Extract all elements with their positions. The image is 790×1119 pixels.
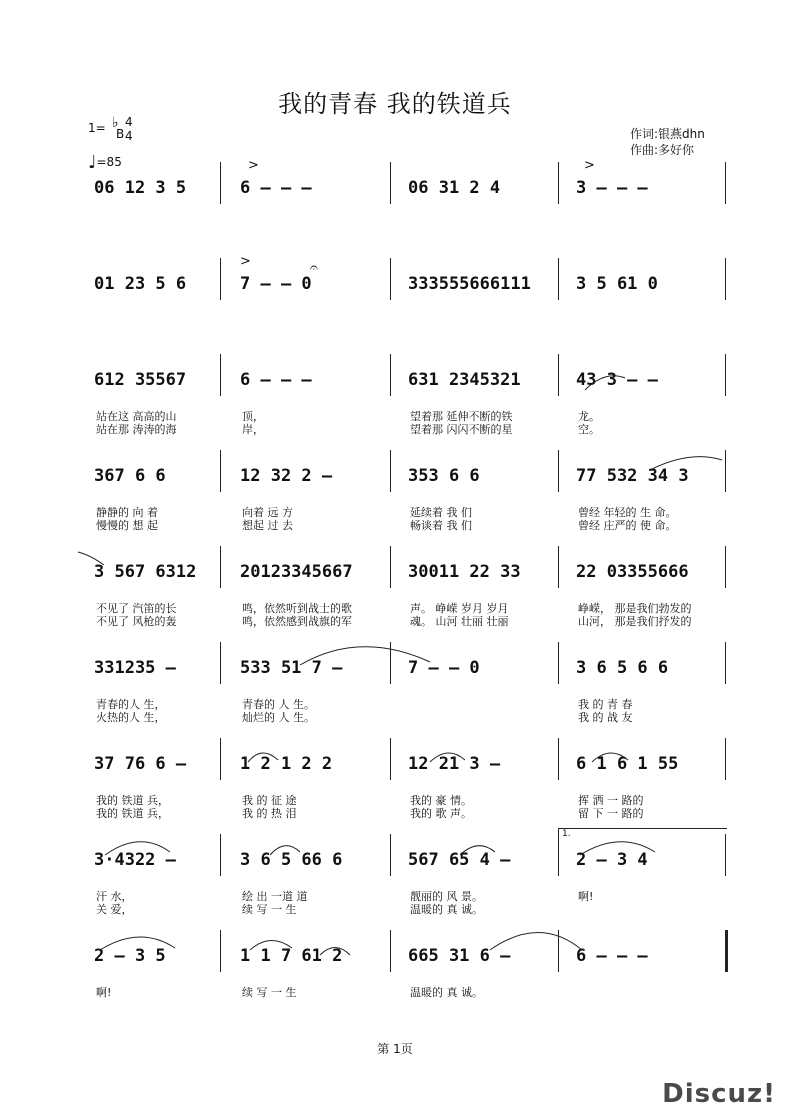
barline [390, 354, 391, 396]
barline-end [725, 930, 728, 972]
barline [220, 738, 221, 780]
barline [220, 546, 221, 588]
key-signature [88, 115, 133, 143]
key-prefix: 1= [88, 121, 106, 135]
lyric-line: 绘 出 一道 道 [242, 890, 308, 903]
measure: 6 – – – [240, 178, 312, 198]
barline [390, 546, 391, 588]
lyric-line: 畅谈着 我 们 [410, 519, 472, 532]
lyricist: 作词:银燕dhn [630, 127, 705, 141]
lyric-line: 温暖的 真 诚。 [410, 986, 483, 999]
measure: 2 – 3 4 [576, 850, 648, 870]
score-system [88, 754, 728, 854]
barline [558, 450, 559, 492]
score-system [88, 946, 728, 1046]
lyric-line: 我的 歌 声。 [410, 807, 472, 820]
lyric-line: 我 的 征 途 [242, 794, 297, 807]
lyric-line: 挥 洒 一 路的 [578, 794, 644, 807]
barline [220, 930, 221, 972]
measure: 3 5 61 0 [576, 274, 658, 294]
accent-mark: > [240, 254, 251, 269]
notes-row [88, 946, 728, 972]
lyric-line: 想起 过 去 [242, 519, 293, 532]
measure: 612 35567 [94, 370, 187, 390]
measure: 37 76 6 – [94, 754, 187, 774]
barline-end [725, 546, 726, 588]
lyric-line: 站在这 高高的山 [96, 410, 177, 423]
barline [558, 738, 559, 780]
measure: 7 – – 0 [408, 658, 480, 678]
notes-row [88, 754, 728, 780]
notes-row [88, 562, 728, 588]
lyric-line: 延续着 我 们 [410, 506, 472, 519]
lyric-line: 我 的 战 友 [578, 711, 633, 724]
measure: 20123345667 [240, 562, 353, 582]
barline-end [725, 162, 726, 204]
barline-end [725, 258, 726, 300]
measure: 06 12 3 5 [94, 178, 187, 198]
measure: 353 6 6 [408, 466, 480, 486]
time-top: 4 [125, 115, 133, 129]
lyric-line: 青春的 人 生。 [242, 698, 315, 711]
measure: 1 1 7 61 2 [240, 946, 343, 966]
barline [390, 450, 391, 492]
barline [558, 258, 559, 300]
time-signature [125, 115, 133, 143]
barline [558, 162, 559, 204]
lyric-line: 鸣，依然感到战旗的军 [242, 615, 352, 628]
measure: 367 6 6 [94, 466, 166, 486]
measure: 22 03355666 [576, 562, 689, 582]
lyric-line: 我的 豪 情。 [410, 794, 472, 807]
lyric-line: 望着那 闪闪不断的星 [410, 423, 513, 436]
key-note: B [116, 127, 125, 141]
measure: 12 21 3 – [408, 754, 501, 774]
lyric-line: 靓丽的 风 景。 [410, 890, 483, 903]
measure: 3 6 5 6 6 [576, 658, 669, 678]
barline [558, 834, 559, 876]
lyric-line: 温暖的 真 诚。 [410, 903, 483, 916]
measure: 2 – 3 5 [94, 946, 166, 966]
lyric-line: 魂。 山河 壮丽 壮丽 [410, 615, 509, 628]
measure: 665 31 6 – [408, 946, 511, 966]
measure: 6 1 6 1 55 [576, 754, 679, 774]
measure: 6 – – – [240, 370, 312, 390]
lyric-line: 曾经 庄严的 使 命。 [578, 519, 677, 532]
accent-mark: > [248, 158, 259, 173]
score-system [88, 829, 728, 950]
measure: 7 – – 0 [240, 274, 312, 294]
lyric-line: 汗 水， [96, 890, 133, 903]
lyric-line: 山河， 那是我们抒发的 [578, 615, 692, 628]
measure: 3 6 5 66 6 [240, 850, 343, 870]
measure: 3 567 6312 [94, 562, 197, 582]
barline [220, 642, 221, 684]
lyric-line: 青春的人 生， [96, 698, 166, 711]
volta-bracket: 1. [558, 828, 727, 839]
measure: 631 2345321 [408, 370, 521, 390]
barline [558, 642, 559, 684]
lyric-line: 峥嵘， 那是我们勃发的 [578, 602, 692, 615]
watermark-logo: Discuz! [662, 1079, 776, 1109]
measure: 01 23 5 6 [94, 274, 187, 294]
measure: 3·4322 – [94, 850, 176, 870]
measure: 331235 – [94, 658, 176, 678]
tempo-value: =85 [96, 155, 122, 169]
measure: 30011 22 33 [408, 562, 521, 582]
measure: 12 32 2 – [240, 466, 333, 486]
barline [558, 546, 559, 588]
measure: 1 2 1 2 2 [240, 754, 333, 774]
lyric-line: 我 的 热 泪 [242, 807, 297, 820]
lyric-line: 鸣，依然听到战士的歌 [242, 602, 352, 615]
barline [220, 258, 221, 300]
measure: 3 – – – [576, 178, 648, 198]
score-system [88, 658, 728, 758]
measure: 6 – – – [576, 946, 648, 966]
barline-end [725, 450, 726, 492]
measure: 333555666111 [408, 274, 531, 294]
lyric-line: 岸， [242, 423, 264, 436]
barline [220, 450, 221, 492]
lyric-line: 不见了 风枪的轰 [96, 615, 177, 628]
lyric-line: 啊! [578, 890, 594, 903]
barline-end [725, 834, 726, 876]
barline [390, 642, 391, 684]
score-system [88, 466, 728, 566]
credits [630, 126, 705, 158]
notes-row [88, 850, 728, 876]
lyric-line: 望着那 延伸不断的铁 [410, 410, 513, 423]
lyric-line: 我的 铁道 兵， [96, 807, 169, 820]
lyric-line: 曾经 年轻的 生 命。 [578, 506, 677, 519]
tempo-mark [88, 150, 122, 171]
barline [390, 930, 391, 972]
score-system [88, 370, 728, 470]
barline [390, 834, 391, 876]
notes-row [88, 370, 728, 396]
composer: 作曲:多好你 [630, 143, 695, 157]
lyric-line: 续 写 一 生 [242, 903, 297, 916]
notes-row [88, 658, 728, 684]
barline [220, 354, 221, 396]
lyric-line: 灿烂的 人 生。 [242, 711, 315, 724]
quarter-note-icon: ♩ [88, 152, 97, 173]
lyric-line: 火热的人 生， [96, 711, 166, 724]
song-title: 我的青春 我的铁道兵 [278, 90, 512, 118]
lyric-line: 我 的 青 春 [578, 698, 633, 711]
time-bottom: 4 [125, 129, 133, 143]
barline [390, 258, 391, 300]
lyric-line: 我的 铁道 兵， [96, 794, 169, 807]
barline-end [725, 642, 726, 684]
lyric-line: 慢慢的 想 起 [96, 519, 158, 532]
barline [220, 834, 221, 876]
barline [390, 162, 391, 204]
fermata-icon: 𝄐 [310, 260, 318, 276]
lyric-line: 向着 远 方 [242, 506, 293, 519]
barline [220, 162, 221, 204]
notes-row [88, 274, 728, 300]
barline [558, 930, 559, 972]
measure: 533 51 7 – [240, 658, 343, 678]
lyric-line: 龙。 [578, 410, 600, 423]
notes-row [88, 466, 728, 492]
lyric-line: 空。 [578, 423, 600, 436]
lyric-line: 声。 峥嵘 岁月 岁月 [410, 602, 509, 615]
lyric-line: 静静的 向 着 [96, 506, 158, 519]
measure: 43 3 – – [576, 370, 658, 390]
lyric-line: 站在那 涛涛的海 [96, 423, 177, 436]
notes-row [88, 178, 728, 204]
measure: 77 532 34 3 [576, 466, 689, 486]
barline [390, 738, 391, 780]
lyric-line: 不见了 汽笛的长 [96, 602, 177, 615]
measure: 06 31 2 4 [408, 178, 501, 198]
lyric-line: 关 爱， [96, 903, 133, 916]
lyric-line: 啊! [96, 986, 112, 999]
score-system [88, 562, 728, 662]
flat-symbol: ♭ [112, 115, 119, 131]
score-system [88, 254, 728, 374]
measure: 567 65 4 – [408, 850, 511, 870]
lyric-line: 留 下 一 路的 [578, 807, 644, 820]
lyric-line: 顶， [242, 410, 264, 423]
barline [558, 354, 559, 396]
barline-end [725, 354, 726, 396]
lyric-line: 续 写 一 生 [242, 986, 297, 999]
barline-end [725, 738, 726, 780]
page-number: 第 1页 [377, 1042, 413, 1056]
accent-mark: > [584, 158, 595, 173]
